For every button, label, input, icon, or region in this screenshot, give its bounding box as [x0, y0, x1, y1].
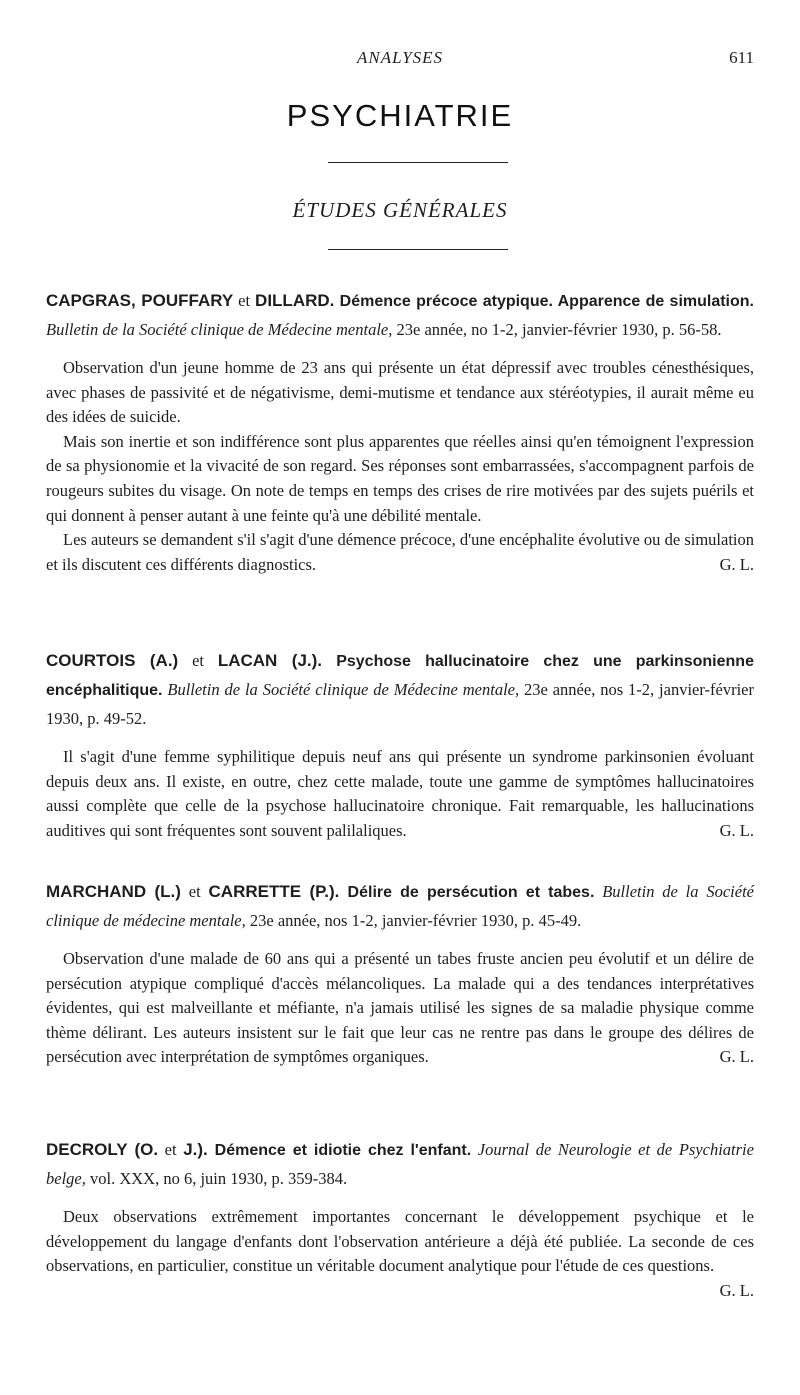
- paper-title: Psychose hallucinatoire chez une parkinsonienne encéphalitique.: [46, 653, 754, 699]
- abstract-paragraph: Mais son inertie et son indifférence sont plus apparentes que réelles ainsi qu'en témoignent l'expression de sa physionomie et la vivacité de son regard. Ses réponses sont embarrassées, s'accompagnent parfois de rougeurs subites du visage. On note de temps en temps des crises de rire motivées par des sujets puérils et qui donnent à penser autant à une feinte qu'à une débilité mentale.: [46, 431, 754, 525]
- citation: [46, 647, 754, 733]
- reviewer-signature: G. L.: [719, 554, 754, 574]
- reviewer-signature: G. L.: [719, 820, 754, 840]
- abstract-text: Deux observations extrêmement importantes concernant le développement psychique et le développement du langage d'enfants dont l'observation antérieure a déjà été publiée. La seconde de ces observations, en particulier, constitue un véritable document analytique pour l'étude de ces questions.: [46, 1207, 754, 1276]
- abstract-paragraph: [46, 947, 754, 1070]
- paper-title: Délire de persécution et tabes.: [339, 884, 595, 901]
- authors: LACAN (J.).: [217, 651, 323, 670]
- journal-name: Bulletin de la Société clinique de Médecine mentale,: [46, 320, 393, 339]
- conjunction: et: [158, 1140, 184, 1159]
- citation: [46, 878, 754, 935]
- section-title: PSYCHIATRIE: [286, 98, 514, 133]
- reviewer-signature: G. L.: [719, 1280, 754, 1300]
- review-entry: [46, 878, 754, 1070]
- authors: DILLARD.: [255, 291, 335, 310]
- journal-name: Journal de Neurologie et de Psychiatrie belge,: [46, 1140, 754, 1188]
- authors: CARRETTE (P.).: [208, 882, 340, 901]
- abstract-paragraph: Observation d'un jeune homme de 23 ans qui présente un état dépressif avec troubles cénesthésiques, avec phases de passivité et de négativisme, demi-mutisme et tendance aux stéréotypies, il aurait même eu des idées de suicide.: [46, 358, 754, 427]
- journal-name: Bulletin de la Société clinique de Médecine mentale,: [162, 680, 520, 699]
- abstract-paragraph: [46, 528, 754, 577]
- reviewer-signature: G. L.: [719, 1047, 754, 1067]
- authors: CAPGRAS, POUFFARY: [46, 291, 234, 310]
- abstract-text: Les auteurs se demandent s'il s'agit d'une démence précoce, d'une encéphalite évolutive ou de simulation et ils discutent ces différents diagnostics.: [46, 530, 754, 574]
- journal-name: Bulletin de la Société clinique de médecine mentale,: [46, 882, 754, 930]
- abstract-paragraph: [46, 745, 754, 843]
- conjunction: et: [178, 651, 218, 670]
- publication-details: 23e année, nos 1-2, janvier-février 1930, p. 45-49.: [245, 911, 582, 930]
- authors: J.).: [183, 1140, 208, 1159]
- authors: DECROLY (O.: [46, 1140, 159, 1159]
- publication-details: vol. XXX, no 6, juin 1930, p. 359-384.: [85, 1169, 348, 1188]
- conjunction: et: [180, 882, 209, 901]
- publication-details: 23e année, nos 1-2, janvier-février 1930, p. 49-52.: [46, 680, 754, 728]
- authors: MARCHAND (L.): [46, 882, 181, 901]
- abstract-text: Il s'agit d'une femme syphilitique depuis neuf ans qui présente un syndrome parkinsonien évoluant depuis deux ans. Il existe, en outre, chez cette malade, toute une gamme de symptômes hallucinatoires aussi complète que celle de la psychose hallucinatoire chronique. Fait remarquable, les hallucinations auditives qui sont fréquentes sont souvent palilaliques.: [46, 747, 754, 840]
- paper-title: Démence précoce atypique. Apparence de simulation.: [334, 293, 754, 310]
- review-entry: [46, 287, 754, 577]
- page-number: 611: [729, 48, 754, 67]
- paper-title: Démence et idiotie chez l'enfant.: [207, 1142, 472, 1159]
- running-title: ANALYSES: [356, 48, 444, 67]
- review-entry: [46, 647, 754, 843]
- citation: [46, 1136, 754, 1193]
- publication-details: 23e année, no 1-2, janvier-février 1930, p. 56-58.: [392, 320, 722, 339]
- divider-rule: [328, 249, 508, 250]
- abstract-paragraph: [46, 1205, 754, 1300]
- review-entry: [46, 1136, 754, 1303]
- divider-rule: [328, 162, 508, 163]
- subsection-title: ÉTUDES GÉNÉRALES: [292, 198, 508, 222]
- authors: COURTOIS (A.): [46, 651, 179, 670]
- citation: [46, 287, 754, 344]
- abstract-text: Observation d'une malade de 60 ans qui a présenté un tabes fruste ancien peu évolutif et un délire de persécution atypique compliqué d'accès mélancoliques. La malade qui a des tendances interprétatives évidentes, qui est malveillante et méfiante, n'a jamais utilisé les signes de sa maladie physique comme thème délirant. Les auteurs insistent sur le fait que leur cas ne rentre pas dans le groupe des délires de persécution avec interprétation de symptômes organiques.: [46, 949, 754, 1067]
- conjunction: et: [233, 291, 256, 310]
